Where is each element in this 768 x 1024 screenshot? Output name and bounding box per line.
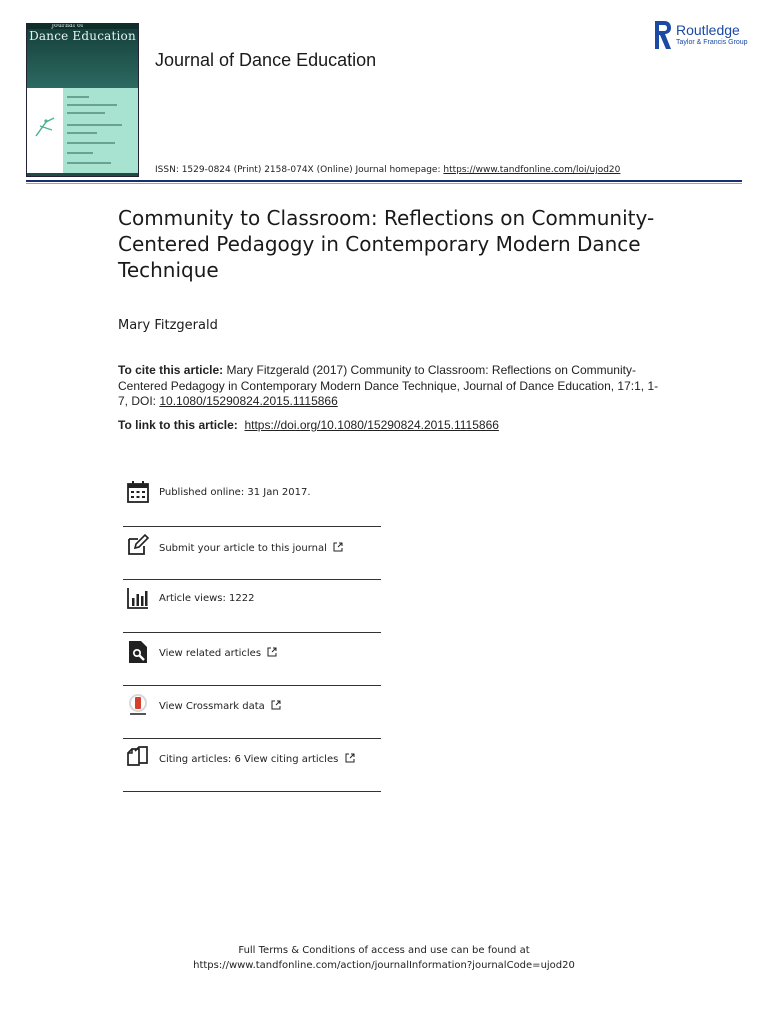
cite-label: To cite this article: (118, 363, 224, 377)
crossmark-row[interactable] (123, 686, 381, 739)
link-label: To link to this article: (118, 418, 238, 432)
publisher-name: Routledge (676, 22, 740, 38)
citing-documents-icon (126, 745, 150, 769)
dance-figure-icon (32, 116, 58, 138)
issn-text: ISSN: 1529-0824 (Print) 2158-074X (Online) Journal homepage: (155, 165, 441, 175)
citing-articles-row[interactable] (123, 739, 381, 792)
citing-articles-link[interactable]: Citing articles: 6 View citing articles (159, 753, 355, 765)
routledge-logo (654, 20, 754, 52)
terms-line: Full Terms & Conditions of access and use can be found at (238, 945, 530, 956)
issn-line (155, 165, 620, 175)
article-title: Community to Classroom: Reflections on Community-Centered Pedagogy in Contemporary Modern Dance Technique (118, 206, 655, 282)
external-link-icon (345, 753, 355, 763)
search-document-icon (126, 640, 150, 664)
cite-text: Mary Fitzgerald (2017) Community to Classroom: Reflections on Community-Centered Pedagogy in Contemporary Modern Dance Technique, Journal of Dance Education, 17:1, 1-7, DOI: (118, 363, 659, 408)
terms-url[interactable]: https://www.tandfonline.com/action/journalInformation?journalCode=ujod20 (193, 960, 575, 971)
cover-title: Journal of Dance Education (29, 23, 136, 43)
related-articles-row[interactable] (123, 633, 381, 686)
bar-chart-icon (126, 586, 150, 610)
article-views-text: Article views: 1222 (159, 593, 255, 604)
external-link-icon (271, 700, 281, 710)
routledge-r-icon (654, 20, 672, 50)
doi-link[interactable]: 10.1080/15290824.2015.1115866 (159, 394, 338, 408)
submit-article-row[interactable] (123, 527, 381, 580)
journal-homepage-link[interactable]: https://www.tandfonline.com/loi/ujod20 (443, 165, 621, 175)
citation-block (118, 363, 663, 410)
article-doi-url[interactable]: https://doi.org/10.1080/15290824.2015.1115866 (244, 418, 499, 432)
calendar-icon (126, 480, 150, 504)
article-link-line (118, 418, 499, 432)
published-online-row (123, 474, 381, 527)
header-rule (26, 180, 742, 182)
external-link-icon (267, 647, 277, 657)
published-online-text: Published online: 31 Jan 2017. (159, 487, 311, 498)
external-link-icon (333, 542, 343, 552)
submit-article-link[interactable]: Submit your article to this journal (159, 542, 343, 554)
related-articles-link[interactable]: View related articles (159, 647, 277, 659)
author-name: Mary Fitzgerald (118, 318, 218, 333)
crossmark-icon (126, 693, 150, 717)
header-rule-thin (26, 183, 742, 184)
crossmark-link[interactable]: View Crossmark data (159, 700, 281, 712)
article-views-row (123, 580, 381, 633)
edit-icon (126, 533, 150, 557)
terms-footer (0, 943, 768, 973)
journal-cover-image (26, 23, 139, 177)
publisher-group: Taylor & Francis Group (676, 39, 748, 46)
journal-title: Journal of Dance Education (155, 50, 377, 70)
